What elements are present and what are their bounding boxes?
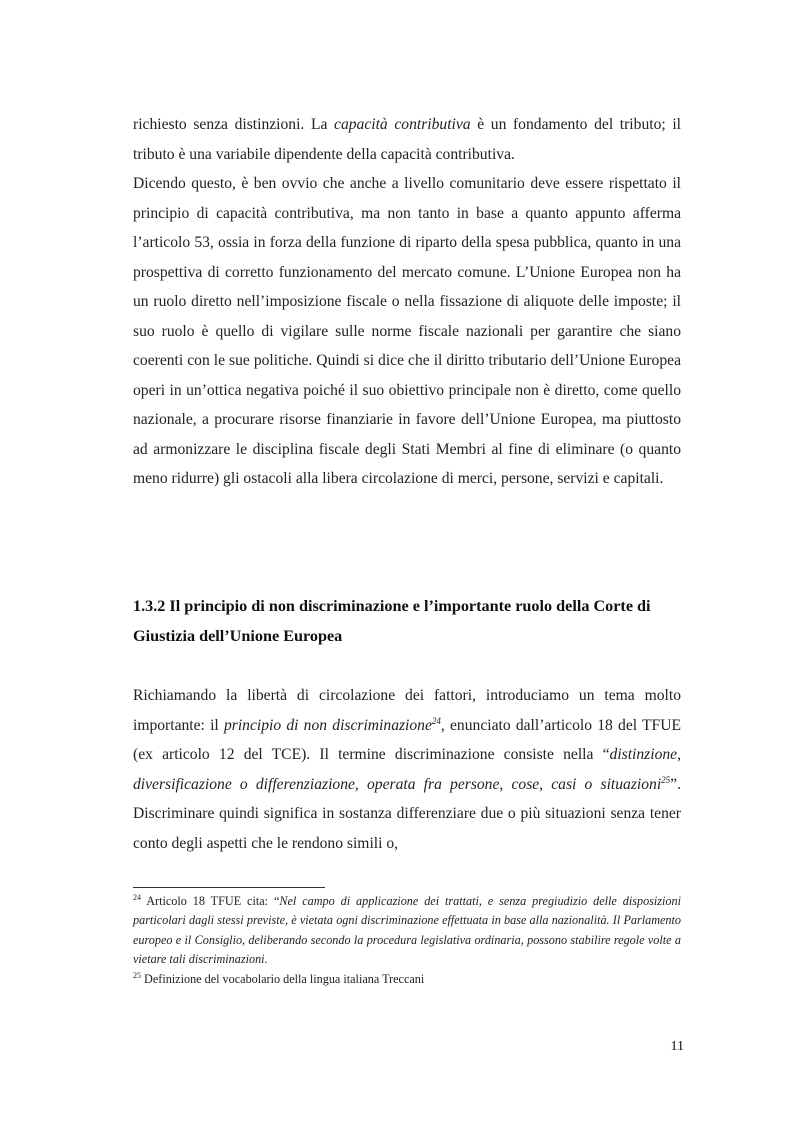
body-text-bottom <box>133 681 681 858</box>
body-text-top <box>133 110 681 494</box>
paragraph-2: Dicendo questo, è ben ovvio che anche a livello comunitario deve essere rispettato il principio di capacità contributiva, ma non tanto in base a quanto appunto afferma l’articolo 53, ossia in forza della funzione di riparto della spesa pubblica, quanto in una prospettiva di corretto funzionamento del mercato comune. L’Unione Europea non ha un ruolo diretto nell’imposizione fiscale o nella fissazione di aliquote delle imposte; il suo ruolo è quello di vigilare sulle norme fiscale nazionali per garantire che siano coerenti con le sue politiche. Quindi si dice che il diritto tributario dell’Unione Europea operi in un’ottica negativa poiché il suo obiettivo principale non è diretto, come quello nazionale, a procurare risorse finanziarie in favore dell’Unione Europea, ma piuttosto ad armonizzare le disciplina fiscale degli Stati Membri al fine di eliminare (o quanto meno ridurre) gli ostacoli alla libera circolazione di merci, persone, servizi e capitali. <box>133 175 681 487</box>
footnote-ref-24[interactable]: 24 <box>431 715 441 726</box>
emphasis-capacita-contributiva: capacità contributiva <box>334 116 471 133</box>
section-heading: 1.3.2 Il principio di non discriminazione e l’importante ruolo della Corte di Giustizia dell’Unione Europea <box>133 597 651 645</box>
paragraph-1: richiesto senza distinzioni. La capacità contributiva è un fondamento del tributo; il tributo è una variabile dipendente della capacità contributiva. <box>133 116 681 163</box>
footnote-24: $^{24}$ Articolo 18 TFUE cita: “Nel campo di applicazione dei trattati, e senza pregiudizio delle disposizioni particolari dagli stessi previste, è vietata ogni discriminazione effettuata in base alla nazionalità. Il Parlamento europeo e il Consiglio, deliberando secondo la procedura legislativa ordinaria, possono stabilire regole volte a vietare tali discriminazioni. <box>133 892 682 967</box>
footnote-ref-25[interactable]: 25 <box>661 774 671 785</box>
emphasis-principio: principio di non discriminazione <box>223 716 432 734</box>
footnote-separator <box>133 887 325 888</box>
paragraph-3: Richiamando la libertà di circolazione dei fattori, introduciamo un tema molto importante: il principio di non discriminazione$^{24}$, enunciato dall’articolo 18 del TFUE (ex articolo 12 del TCE). Il termine discriminazione consiste nella “distinzione, diversificazione o differenziazione, operata fra persone, cose, casi o situazioni$^{25}$”. Discriminare quindi significa in sostanza differenziare due o più situazioni senza tener conto degli aspetti che le rendono simili o, <box>133 687 681 852</box>
page-number: 11 <box>670 1039 684 1054</box>
emphasis-definizione: distinzione, diversificazione o differenziazione, operata fra persone, cose, casi o situazioni <box>133 746 681 793</box>
footnote-25: $^{25}$ Definizione del vocabolario della lingua italiana Treccani <box>133 970 425 986</box>
footnotes <box>133 892 681 989</box>
